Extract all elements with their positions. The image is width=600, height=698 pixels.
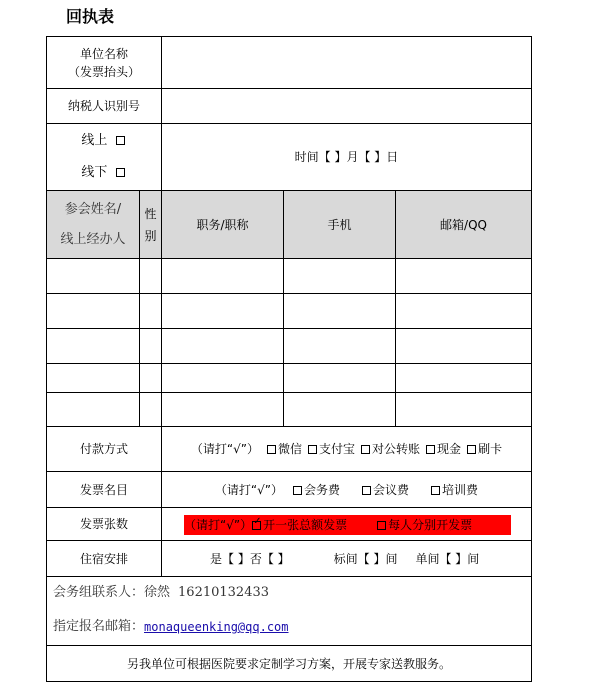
attendee-name-header-line2: 线上经办人 <box>60 231 126 247</box>
checkmark-icon: ✓ <box>253 516 262 527</box>
checkbox[interactable] <box>377 521 386 530</box>
attendee-row[interactable] <box>47 329 531 363</box>
gender-header <box>140 191 161 258</box>
option-label: 培训费 <box>442 482 479 497</box>
contact-name: 徐然 <box>144 585 171 600</box>
contact-phone: 16210132433 <box>178 585 270 600</box>
invoice-item-options <box>162 472 531 507</box>
attendee-row[interactable] <box>47 294 531 328</box>
option-label: 支付宝 <box>319 442 356 456</box>
registration-form-table <box>46 36 532 682</box>
invoice-count-label: 发票张数 <box>79 517 128 531</box>
offline-label: 线下 <box>81 165 108 180</box>
invoice-header-note: （发票抬头） <box>67 64 140 79</box>
checked-checkbox[interactable] <box>252 516 262 530</box>
option-label: 对公转账 <box>372 442 421 456</box>
tax-id-input[interactable] <box>162 89 531 123</box>
payment-label: 付款方式 <box>79 442 128 456</box>
unit-name-text: 单位名称 <box>79 46 128 61</box>
payment-option-transfer[interactable] <box>361 440 420 458</box>
footer-note: 另我单位可根据医院要求定制学习方案，开展专家送教服务。 <box>126 656 451 671</box>
offline-option[interactable] <box>81 157 126 189</box>
lodging-standard-room[interactable]: 标间【 】间 <box>333 551 398 566</box>
contact-label: 会务组联系人： <box>53 585 145 600</box>
payment-option-cash[interactable] <box>426 440 461 458</box>
online-option[interactable] <box>81 125 126 157</box>
lodging-options <box>162 541 531 576</box>
position-header: 职务/职称 <box>196 217 249 232</box>
invoice-option-conference[interactable] <box>293 481 340 499</box>
checkbox[interactable] <box>361 445 370 454</box>
option-label: 开一张总额发票 <box>263 518 348 532</box>
checkbox[interactable] <box>362 486 371 495</box>
attendee-row[interactable] <box>47 364 531 392</box>
lodging-yes-no[interactable]: 是【 】否【 】 <box>210 551 290 566</box>
online-checkbox[interactable] <box>116 136 125 145</box>
lodging-label: 住宿安排 <box>79 551 128 566</box>
option-label: 会务费 <box>304 482 341 497</box>
payment-hint: （请打“√”） <box>190 442 259 456</box>
payment-option-alipay[interactable] <box>308 440 355 458</box>
attendee-row[interactable] <box>47 259 531 293</box>
attendee-name-header-line1: 参会姓名/ <box>64 201 122 217</box>
checkbox[interactable] <box>426 445 435 454</box>
option-label: 会议费 <box>373 482 410 497</box>
email-header: 邮箱/QQ <box>440 217 487 232</box>
payment-option-wechat[interactable] <box>267 440 302 458</box>
invoice-option-training[interactable] <box>431 481 478 499</box>
online-label: 线上 <box>81 133 108 148</box>
unit-name-input[interactable] <box>162 37 531 88</box>
email-label: 指定报名邮箱： <box>53 619 145 634</box>
checkbox[interactable] <box>293 486 302 495</box>
invoice-count-option-each[interactable] <box>377 516 472 534</box>
checkbox[interactable] <box>431 486 440 495</box>
lodging-single-room[interactable]: 单间【 】间 <box>415 551 480 566</box>
option-label: 现金 <box>437 442 462 456</box>
attendee-row[interactable] <box>47 393 531 426</box>
checkbox[interactable] <box>267 445 276 454</box>
gender-header-line1: 性 <box>144 206 157 221</box>
option-label: 微信 <box>278 442 303 456</box>
gender-header-line2: 别 <box>144 228 157 243</box>
invoice-item-hint: （请打“√”） <box>214 482 284 497</box>
invoice-option-meeting[interactable] <box>362 481 409 499</box>
contact-line <box>53 583 513 603</box>
attendee-name-header <box>47 191 139 258</box>
payment-options <box>162 427 531 471</box>
invoice-count-hint: （请打“√”） <box>184 518 253 532</box>
offline-checkbox[interactable] <box>116 168 125 177</box>
invoice-item-label: 发票名目 <box>79 482 128 497</box>
option-label: 每人分别开发票 <box>388 518 473 532</box>
option-label: 刷卡 <box>478 442 503 456</box>
checkbox[interactable] <box>467 445 476 454</box>
checkbox[interactable] <box>308 445 317 454</box>
unit-name-label <box>47 37 161 88</box>
tax-id-label: 纳税人识别号 <box>67 99 140 113</box>
invoice-count-option-total[interactable] <box>252 516 347 534</box>
attendance-mode <box>47 124 161 190</box>
invoice-count-options <box>184 515 511 535</box>
payment-option-card[interactable] <box>467 440 502 458</box>
page-title: 回执表 <box>66 7 115 26</box>
email-line <box>53 617 513 637</box>
time-field[interactable]: 时间【 】月【 】日 <box>294 150 399 164</box>
phone-header: 手机 <box>327 217 352 232</box>
registration-email-link[interactable]: monaqueenking@qq.com <box>144 620 289 634</box>
